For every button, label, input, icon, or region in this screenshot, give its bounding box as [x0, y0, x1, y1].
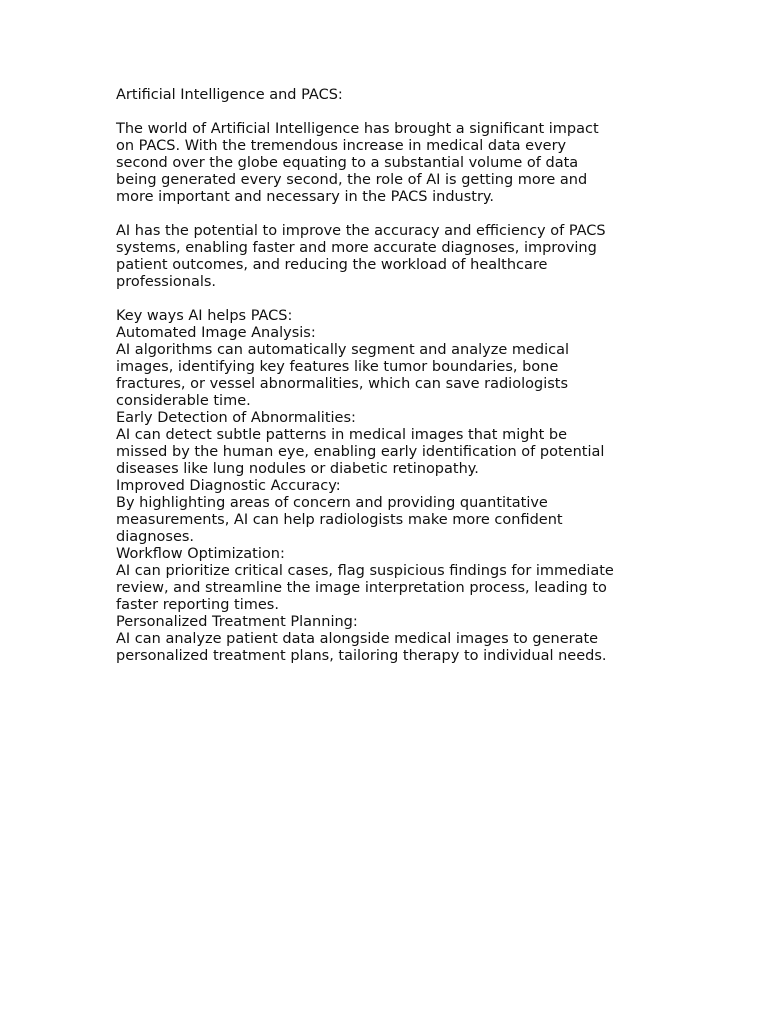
- section-early-detection: [116, 410, 656, 478]
- intro-paragraph: [116, 121, 656, 206]
- section-line: considerable time.: [116, 393, 251, 409]
- document-title: Artificial Intelligence and PACS:: [116, 87, 343, 103]
- section-line: By highlighting areas of concern and providing quantitative: [116, 495, 548, 511]
- section-heading: Automated Image Analysis:: [116, 325, 316, 341]
- document-body: [116, 87, 656, 665]
- potential-line: patient outcomes, and reducing the workload of healthcare: [116, 257, 548, 273]
- intro-line: second over the globe equating to a substantial volume of data: [116, 155, 579, 171]
- section-line: images, identifying key features like tumor boundaries, bone: [116, 359, 559, 375]
- section-line: personalized treatment plans, tailoring therapy to individual needs.: [116, 648, 607, 664]
- paragraph-gap: [116, 104, 656, 121]
- section-heading: Early Detection of Abnormalities:: [116, 410, 356, 426]
- section-line: AI can analyze patient data alongside medical images to generate: [116, 631, 599, 647]
- intro-line: The world of Artificial Intelligence has brought a significant impact: [116, 121, 599, 137]
- intro-line: being generated every second, the role of AI is getting more and: [116, 172, 588, 188]
- section-heading: Personalized Treatment Planning:: [116, 614, 358, 630]
- section-line: AI algorithms can automatically segment and analyze medical: [116, 342, 570, 358]
- section-line: faster reporting times.: [116, 597, 279, 613]
- potential-line: professionals.: [116, 274, 217, 290]
- section-line: measurements, AI can help radiologists make more confident: [116, 512, 563, 528]
- section-line: fractures, or vessel abnormalities, which can save radiologists: [116, 376, 569, 392]
- section-line: diagnoses.: [116, 529, 195, 545]
- paragraph-gap: [116, 291, 656, 308]
- potential-paragraph: [116, 223, 656, 291]
- section-workflow-optimization: [116, 546, 656, 614]
- paragraph-gap: [116, 206, 656, 223]
- section-line: missed by the human eye, enabling early identification of potential: [116, 444, 605, 460]
- section-improved-diagnostic-accuracy: [116, 478, 656, 546]
- section-heading: Workflow Optimization:: [116, 546, 285, 562]
- intro-line: on PACS. With the tremendous increase in medical data every: [116, 138, 567, 154]
- section-automated-image-analysis: [116, 325, 656, 410]
- section-line: review, and streamline the image interpretation process, leading to: [116, 580, 607, 596]
- section-personalized-treatment-planning: [116, 614, 656, 665]
- intro-line: more important and necessary in the PACS industry.: [116, 189, 495, 205]
- section-heading: Improved Diagnostic Accuracy:: [116, 478, 341, 494]
- key-ways-heading: Key ways AI helps PACS:: [116, 308, 293, 324]
- potential-line: systems, enabling faster and more accurate diagnoses, improving: [116, 240, 597, 256]
- potential-line: AI has the potential to improve the accuracy and efficiency of PACS: [116, 223, 606, 239]
- section-line: AI can detect subtle patterns in medical images that might be: [116, 427, 568, 443]
- section-line: AI can prioritize critical cases, flag suspicious findings for immediate: [116, 563, 614, 579]
- section-line: diseases like lung nodules or diabetic retinopathy.: [116, 461, 479, 477]
